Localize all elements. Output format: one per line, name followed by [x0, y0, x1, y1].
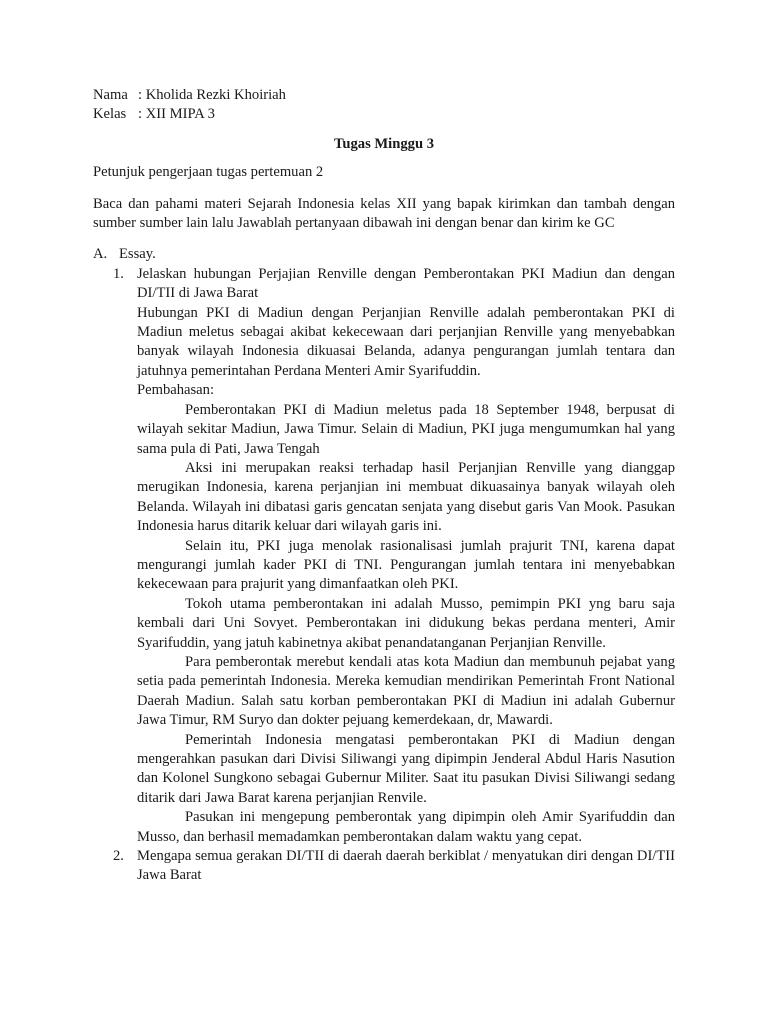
- page-title: Tugas Minggu 3: [333, 135, 435, 152]
- question-list: [113, 265, 675, 886]
- name-label: Nama: [93, 87, 128, 103]
- question-item-2: [113, 847, 675, 886]
- section-title: Essay.: [119, 246, 156, 263]
- discussion-paragraph: Selain itu, PKI juga menolak rasionalisasi jumlah prajurit TNI, karena dapat mengurangi jumlah kader PKI di TNI. Pengurangan jumlah tentara ini menyebabkan kekecewaan para prajurit yang dimanfaatkan oleh PKI.: [137, 537, 675, 593]
- question-number: 2.: [113, 848, 124, 865]
- question-item-1: [113, 265, 675, 847]
- document-page: [93, 86, 675, 886]
- name-value: : Kholida Rezki Khoiriah: [138, 87, 286, 103]
- question-number: 1.: [113, 265, 124, 282]
- question-text: Jelaskan hubungan Perjajian Renville dengan Pemberontakan PKI Madiun dan dengan DI/TII di Jawa Barat: [137, 265, 675, 302]
- discussion-paragraph: Pasukan ini mengepung pemberontak yang dipimpin oleh Amir Syarifuddin dan Musso, dan berhasil memadamkan pemberontakan dalam waktu yang cepat.: [137, 809, 675, 845]
- class-label: Kelas: [93, 106, 127, 123]
- discussion-paragraph: Aksi ini merupakan reaksi terhadap hasil Perjanjian Renville yang dianggap merugikan Indonesia, karena perjanjian ini membuat dikuasainya banyak wilayah oleh Belanda. Wilayah ini dibatasi garis gencatan senjata yang disebut garis Van Mook. Pasukan Indonesia harus ditarik keluar dari wilayah garis ini.: [137, 459, 675, 535]
- section-letter: A.: [93, 246, 108, 263]
- discussion-paragraph: Tokoh utama pemberontakan ini adalah Musso, pemimpin PKI yng baru saja kembali dari Uni Sovyet. Pemberontakan ini didukung bekas perdana menteri, Amir Syarifuddin, yang jatuh kabinetnya akibat penandatanganan Perjanjian Renville.: [137, 595, 675, 651]
- discussion-label: Pembahasan:: [137, 382, 215, 399]
- discussion-paragraph: Para pemberontak merebut kendali atas kota Madiun dan membunuh pejabat yang setia pada pemerintah Indonesia. Mereka kemudian mendirikan Pemerintah Front National Daerah Madiun. Salah satu korban pemberontakan PKI di Madiun ini adalah Gubernur Jawa Timur, RM Suryo dan dokter pejuang kemerdekaan, dr, Mawardi.: [137, 653, 675, 729]
- discussion-paragraph: Pemberontakan PKI di Madiun meletus pada 18 September 1948, berpusat di wilayah sekitar Madiun, Jawa Timur. Selain di Madiun, PKI juga mengumumkan hal yang sama pula di Pati, Jawa Tengah: [137, 401, 675, 457]
- student-name-row: [93, 86, 675, 105]
- question-body: [137, 265, 675, 847]
- instruction-heading: Petunjuk pengerjaan tugas pertemuan 2: [93, 164, 324, 181]
- discussion-paragraph: Pemerintah Indonesia mengatasi pemberontakan PKI di Madiun dengan mengerahkan pasukan dari Divisi Siliwangi yang dipimpin Jenderal Abdul Haris Nasution dan Kolonel Sungkono sebagai Gubernur Militer. Saat itu pasukan Divisi Siliwangi sedang ditarik dari Jawa Barat karena perjanjian Renvile.: [137, 731, 675, 806]
- student-class-row: [93, 105, 675, 124]
- question-text: Mengapa semua gerakan DI/TII di daerah daerah berkiblat / menyatukan diri dengan DI/TII Jawa Barat: [137, 848, 675, 884]
- class-value: : XII MIPA 3: [138, 106, 215, 123]
- section-header: [93, 245, 675, 264]
- instruction-text: Baca dan pahami materi Sejarah Indonesia kelas XII yang bapak kirimkan dan tambah dengan sumber sumber lain lalu Jawablah pertanyaan dibawah ini dengan benar dan kirim ke GC: [93, 195, 675, 232]
- answer-text: Hubungan PKI di Madiun dengan Perjanjian Renville adalah pemberontakan PKI di Madiun meletus sebagai akibat kekecewaan dari perjanjian Renville yang menyebabkan banyak wilayah Indonesia dikuasai Belanda, adanya pengurangan jumlah tentara dan jatuhnya pemerintahan Perdana Menteri Amir Syarifuddin.: [137, 304, 675, 379]
- question-body: [137, 847, 675, 886]
